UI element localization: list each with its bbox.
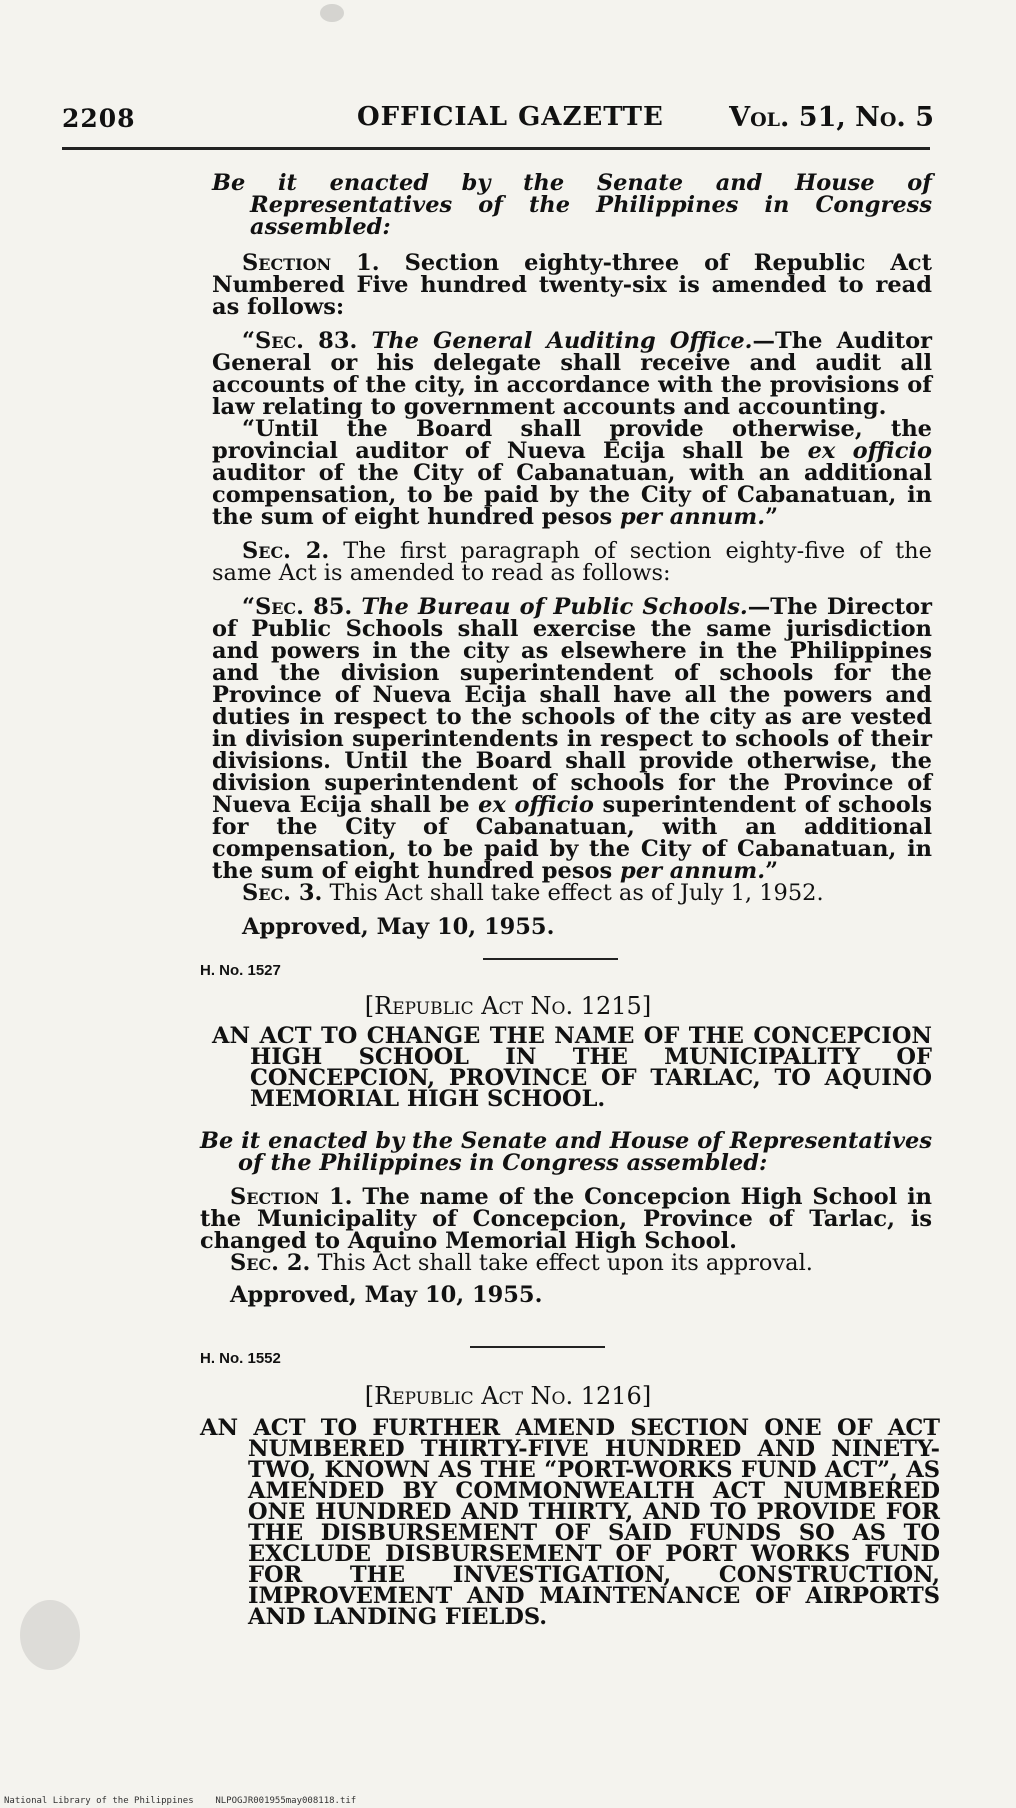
scan-blemish [20, 1600, 80, 1670]
act3-title: AN ACT TO FURTHER AMEND SECTION ONE OF ACT NUMBERED THIRTY-FIVE HUNDRED AND NINETY-TWO, KNOWN AS THE “PORT-WORKS FUND ACT”, AS AMENDED BY COMMONWEALTH ACT NUMBERED ONE HUNDRED AND THIRTY, AND TO PROVIDE FOR THE DISBURSEMENT OF SAID FUNDS SO AS TO EXCLUDE DISBURSEMENT OF PORT WORKS FUND FOR THE INVESTIGATION, CONSTRUCTION, IMPROVEMENT AND MAINTENANCE OF AIRPORTS AND LANDING FIELDS. [200, 1415, 940, 1630]
section-lead: Sec. 2. [242, 538, 330, 564]
act2-section1 [200, 1186, 932, 1252]
scan-footer: National Library of the Philippines NLPOGJR001955may008118.tif [4, 1796, 357, 1806]
republic-act-label: [Republic Act No. 1215] [364, 992, 652, 1020]
act1-section1 [212, 252, 932, 318]
act1-sec3 [212, 882, 932, 904]
header-rule [62, 147, 930, 150]
republic-act-label: [Republic Act No. 1216] [364, 1382, 652, 1410]
section-heading: The Bureau of Public Schools. [361, 594, 748, 620]
act1-body [212, 172, 932, 938]
house-number: H. No. 1552 [200, 1350, 281, 1367]
section-lead: Sec. 3. [242, 880, 323, 906]
section-text: —The Auditor General or his delegate shall receive and audit all accounts of the city, in accordance with the provisions of law relating to government accounts and accounting. [212, 328, 932, 420]
act2-body [200, 1130, 932, 1306]
section-text: The first paragraph of section eighty-five of the same Act is amended to read as follows: [212, 538, 932, 586]
section-heading: The General Auditing Office. [371, 328, 753, 354]
publication-title: OFFICIAL GAZETTE [357, 102, 664, 132]
italic-term: ex officio [478, 792, 594, 818]
section-text: Section eighty-three of Republic Act Numbered Five hundred twenty-six is amended to read as follows: [212, 250, 932, 320]
act2-approved: Approved, May 10, 1955. [230, 1282, 543, 1308]
section-lead: “Sec. 83. [242, 328, 358, 354]
section-lead: Section 1. [242, 250, 380, 276]
separator-rule [483, 958, 618, 960]
scan-blemish [320, 4, 344, 22]
closing-quote: ” [765, 858, 779, 884]
page-header [62, 102, 934, 142]
volume-number: Vol. 51, No. 5 [729, 102, 934, 133]
paragraph-text: “Until the Board shall provide otherwise, the provincial auditor of Nueva Ecija shall be [212, 416, 932, 464]
act1-sec83-para2 [212, 418, 932, 528]
section-text: This Act shall take effect as of July 1, 1952. [329, 880, 824, 906]
separator-rule [470, 1346, 605, 1348]
italic-term: per annum. [620, 504, 766, 530]
section-lead: “Sec. 85. [242, 594, 353, 620]
italic-term: per annum. [620, 858, 766, 884]
act2-sec2 [200, 1252, 932, 1274]
act1-approved: Approved, May 10, 1955. [242, 914, 555, 940]
house-number: H. No. 1527 [200, 962, 281, 979]
paragraph-text: auditor of the City of Cabanatuan, with an additional compensation, to be paid by the City of Cabanatuan, in the sum of eight hundred pesos [212, 460, 932, 530]
section-lead: Section 1. [230, 1184, 353, 1210]
section-text: This Act shall take effect upon its approval. [317, 1250, 813, 1276]
section-text: superintendent of schools for the City of Cabanatuan, with an additional compensation, to be paid by the City of Cabanatuan, in the sum of eight hundred pesos [212, 792, 932, 884]
act1-sec83 [212, 330, 932, 418]
act2-title: AN ACT TO CHANGE THE NAME OF THE CONCEPCION HIGH SCHOOL IN THE MUNICIPALITY OF CONCEPCION, PROVINCE OF TARLAC, TO AQUINO MEMORIAL HIGH SCHOOL. [212, 1023, 932, 1112]
closing-quote: ” [765, 504, 779, 530]
section-text: The name of the Concepcion High School in the Municipality of Concepcion, Province of Tarlac, is changed to Aquino Memorial High School. [200, 1184, 932, 1254]
italic-term: ex officio [807, 438, 932, 464]
act1-sec85 [212, 596, 932, 882]
act1-sec2 [212, 540, 932, 584]
section-lead: Sec. 2. [230, 1250, 311, 1276]
act1-enacting-clause: Be it enacted by the Senate and House of Representatives of the Philippines in Congress assembled: [212, 170, 932, 240]
page-number: 2208 [62, 104, 136, 133]
act2-enacting-clause: Be it enacted by the Senate and House of Representatives of the Philippines in Congress assembled: [200, 1128, 932, 1176]
section-text: —The Director of Public Schools shall exercise the same jurisdiction and powers in the city as elsewhere in the Philippines and the division superintendent of schools for the Province of Nueva Ecija shall have all the powers and duties in respect to the schools of the city as are vested in division superintendents in respect to schools of their divisions. Until the Board shall provide otherwise, the division superintendent of schools for the Province of Nueva Ecija shall be [212, 594, 932, 818]
